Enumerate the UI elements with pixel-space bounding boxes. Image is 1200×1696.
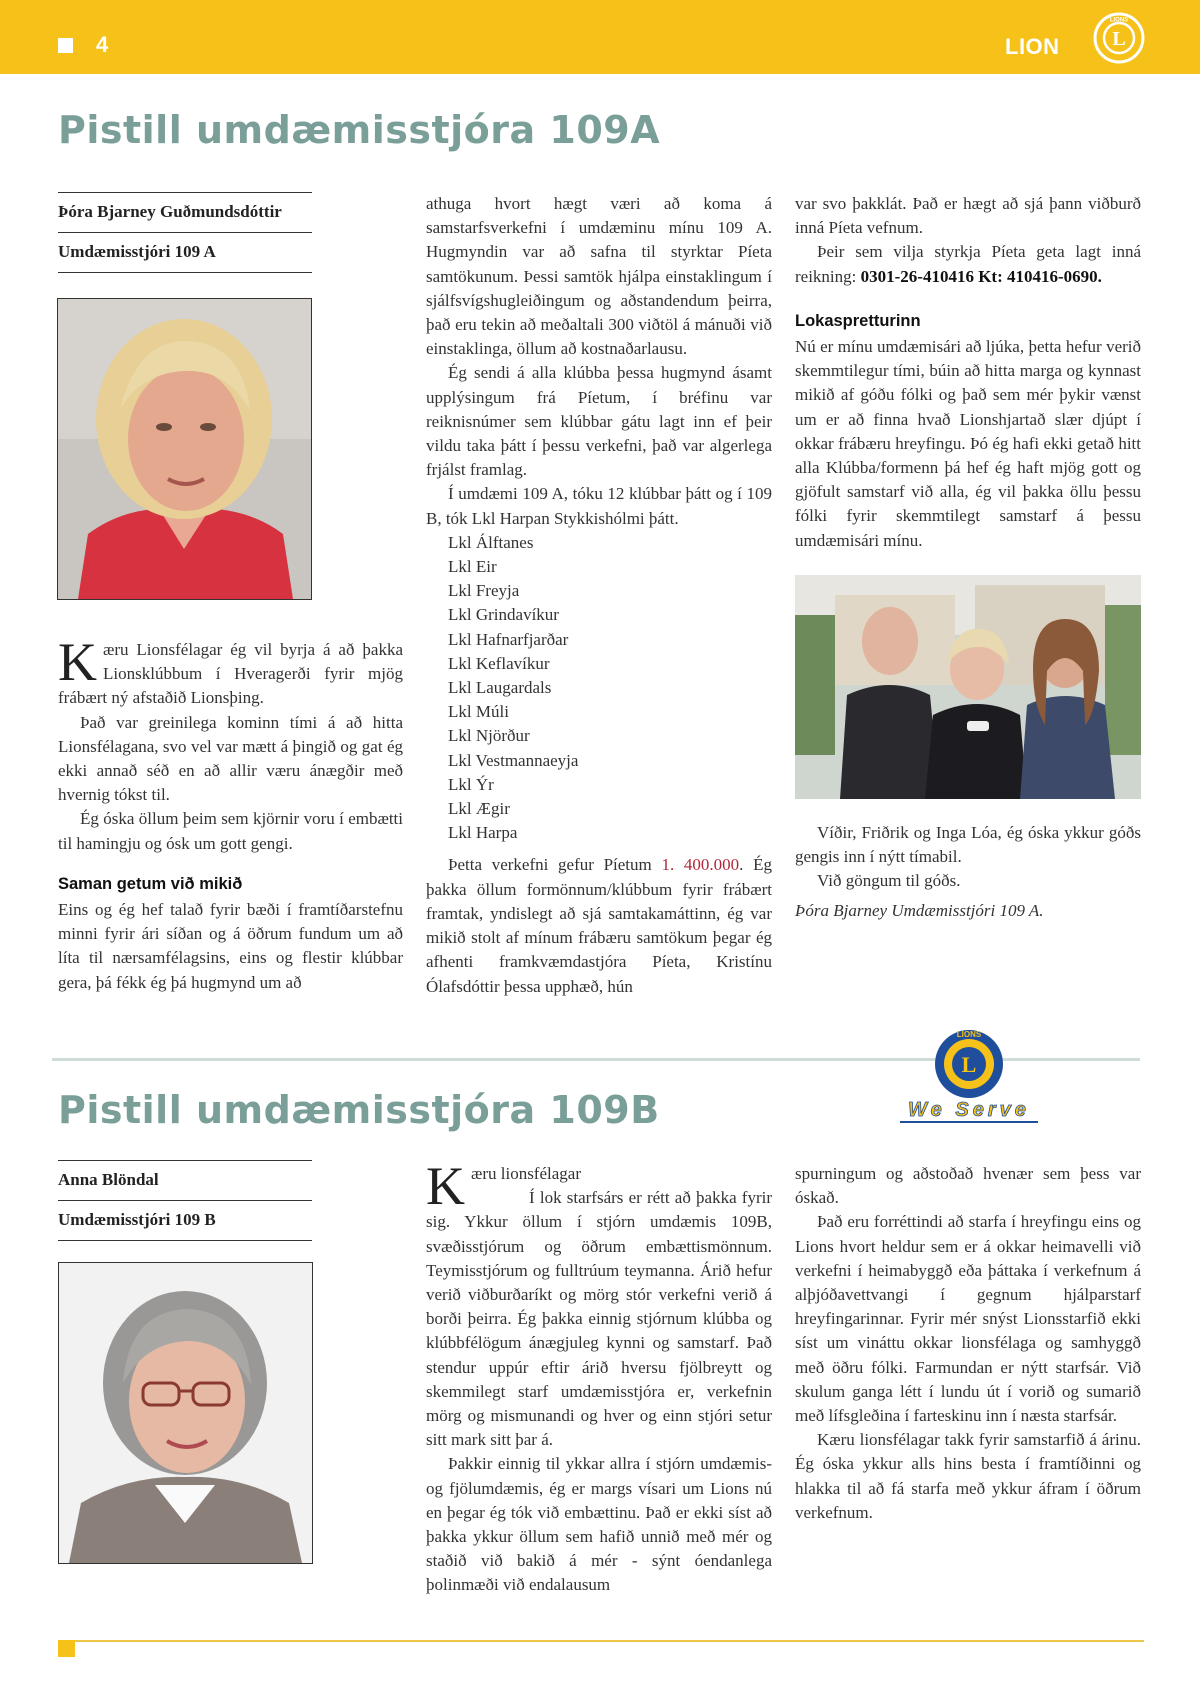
svg-text:L: L bbox=[1112, 28, 1126, 50]
lions-we-serve-logo-icon bbox=[898, 1026, 1040, 1126]
section-b-intro-paragraph bbox=[426, 1156, 772, 1216]
dropcap-letter: K bbox=[58, 632, 97, 692]
section-a-byline bbox=[58, 192, 312, 273]
portrait-thora-bjarney bbox=[57, 298, 312, 600]
section-b-author-name: Anna Blöndal bbox=[58, 1170, 159, 1189]
paragraph: spurningum og aðstoðað hvenær sem þess var óskað. bbox=[795, 1164, 1141, 1208]
group-photo-three-people bbox=[795, 575, 1141, 799]
page-number: 4 bbox=[96, 32, 109, 57]
paragraph: Við göngum til góðs. bbox=[817, 871, 961, 891]
section-a-title: Pistill umdæmisstjóra 109A bbox=[58, 108, 661, 152]
paragraph: Eins og ég hef talað fyrir bæði í framtíðarstefnu minni fyrir ári síðan og á öðrum fundum um að líta til nærsamfélagsins, eins og flestir klúbbar gera, þá fékk ég þá hugmynd um að bbox=[58, 900, 403, 992]
subheading-saman: Saman getum við mikið bbox=[58, 874, 243, 893]
section-b-column-2 bbox=[426, 1156, 772, 1598]
paragraph: Það var greinilega kominn tími á að hitta Lionsfélagana, svo vel var mætt á þingið og gat ég ekki annað séð en að allir væru ánægðir með hvernig tókst til. bbox=[58, 712, 403, 805]
bank-account: 0301-26-410416 Kt: 410416-0690. bbox=[860, 266, 1102, 286]
dropcap-letter: K bbox=[426, 1156, 465, 1216]
section-b-byline bbox=[58, 1160, 312, 1241]
club-list-item: Lkl Keflavíkur bbox=[448, 653, 550, 673]
section-b-column-3 bbox=[795, 1162, 1141, 1525]
svg-text:L: L bbox=[961, 1052, 977, 1077]
club-list-item: Lkl Laugardals bbox=[448, 678, 552, 698]
subheading-lokaspretturinn: Lokaspretturinn bbox=[795, 311, 921, 330]
section-a-intro-paragraph: Kæru Lionsfélagar ég vil byrja á að þakka Lionsklúbbum í Hveragerði fyrir mjög frábært ný afstaðið Lionsþing. bbox=[58, 632, 403, 708]
logo-badge-text: LIONS bbox=[956, 1030, 982, 1039]
club-list-item: Lkl Múli bbox=[448, 702, 509, 722]
we-serve-motto: We Serve bbox=[908, 1099, 1030, 1121]
club-list bbox=[426, 531, 772, 846]
footer-rule bbox=[58, 1640, 1144, 1642]
magazine-name: LION bbox=[1005, 34, 1060, 59]
club-list-item: Lkl Freyja bbox=[448, 581, 520, 601]
header-square-marker bbox=[58, 38, 73, 53]
club-list-item: Lkl Njörður bbox=[448, 726, 530, 746]
section-b-author-role: Umdæmisstjóri 109 B bbox=[58, 1210, 216, 1229]
paragraph: Ég sendi á alla klúbba þessa hugmynd ásamt upplýsingum frá Píetum, í bréfinu var reiknisnúmer sem klúbbar gátu lagt inn ef þeir vildu taka þátt í þessu verkefni, það var algerlega frjálst framlag. bbox=[426, 363, 772, 480]
paragraph: Þakkir einnig til ykkar allra í stjórn umdæmis- og fjölumdæmis, ég er margs vísari um Lions nú en þegar ég tók við embættinu. Það er ekki síst að þakka ykkur öllum sem hafið unnið með mér og staðið við bakið á mér - sýnt óendanlega þolinmæði við endalausum bbox=[426, 1454, 772, 1595]
club-list-item: Lkl Ægir bbox=[448, 799, 510, 819]
portrait-anna-blondal bbox=[58, 1262, 313, 1564]
paragraph: Það eru forréttindi að starfa í hreyfingu eins og Lions hvort heldur sem er á okkar heimavelli við verkefni í heimabyggð eða þáttaka í verkefnum á alþjóðavettvangi í gegnum hjálparstarf hreyfingarinnar. Fyrir mér snýst Lionsstarfið ekki síst um vináttu okkar lionsfélaga og samhyggð með öðru fólki. Farmundan er nýtt starfsár. Við skulum ganga létt í lundu út í vorið og sumarið með lífsgleðina í farteskinu inn í næsta starfsár. bbox=[795, 1212, 1141, 1426]
paragraph: Nú er mínu umdæmisári að ljúka, þetta hefur verið skemmtilegur tími, búin að hitta marga og kynnast mikið af góðu fólki og það sem mér þykir vænst um er að finna hvað Lionshjartað slær djúpt í okkar frábæru hreyfingu. Þó ég hafi ekki getað hitt alla Klúbba/formenn þá hef ég haft mjög gott og gjöfult samstarf við alla, ég vil þakka öllu þessu fólki fyrir skemmtilegt samstarf á þessu umdæmisári mínu. bbox=[795, 337, 1141, 550]
header-logo-text: LIONS bbox=[1109, 17, 1129, 24]
footer-square-marker bbox=[58, 1640, 75, 1657]
club-list-item: Lkl Ýr bbox=[448, 774, 494, 794]
section-a-column-2 bbox=[426, 192, 772, 999]
paragraph: var svo þakklát. Það er hægt að sjá þann viðburð inná Píeta vefnum. bbox=[795, 194, 1141, 238]
paragraph: Víðir, Friðrik og Inga Lóa, ég óska ykkur góðs gengis inn í nýtt tímabil. bbox=[795, 822, 1141, 867]
club-list-item: Lkl Vestmannaeyja bbox=[448, 750, 579, 770]
paragraph: Í umdæmi 109 A, tóku 12 klúbbar þátt og í 109 B, tók Lkl Harpan Stykkishólmi þátt. bbox=[426, 484, 772, 528]
club-list-item: Lkl Álftanes bbox=[448, 532, 534, 552]
donation-amount: 1. 400.000 bbox=[661, 855, 740, 875]
club-list-item: Lkl Eir bbox=[448, 557, 497, 577]
amount-paragraph: Þetta verkefni gefur Píetum 1. 400.000. Ég þakka öllum formönnum/klúbbum fyrir frábært framtak, yndislegt að sjá samtakamáttinn, ég var mikið stolt af mínum frábæru samtökum þegar ég afhenti framkvæmdastjóra Píeta, Kristínu Ólafsdóttir þessa upphæð, hún bbox=[426, 855, 773, 996]
club-list-item: Lkl Hafnarfjarðar bbox=[448, 629, 569, 649]
club-list-item: Lkl Grindavíkur bbox=[448, 605, 559, 625]
section-a-column-1 bbox=[58, 632, 403, 995]
signature: Þóra Bjarney Umdæmisstjóri 109 A. bbox=[795, 901, 1044, 921]
lions-header-logo-icon bbox=[1093, 12, 1145, 64]
club-list-item: Lkl Harpa bbox=[448, 823, 518, 843]
paragraph: Í lok starfsárs er rétt að þakka fyrir sig. Ykkur öllum í stjórn umdæmis 109B, svæðisstjórum og öðrum embættismönnum. Teymisstjórum og fulltrúum teymanna. Árið hefur verið viðburðaríkt og mörg stór verkefni verið á borði þeirra. Ég þakka einnig stjórnum klúbba og klúbbfélögum ánægjuleg kynni og samstarf. Það stendur uppúr eftir árið hversu fjölbreytt og skemmilegt starf umdæmisstjóra er, verkefnin mörg og mismunandi og hver og einn stjóri setur sitt mark sitt þar á. bbox=[426, 1188, 772, 1450]
account-paragraph: Þeir sem vilja styrkja Píeta geta lagt inná reikning: 0301-26-410416 Kt: 410416-0690. bbox=[795, 242, 1141, 286]
section-a-author-role: Umdæmisstjóri 109 A bbox=[58, 242, 216, 261]
paragraph: Kæru lionsfélagar takk fyrir samstarfið á árinu. Ég óska ykkur alls hins besta í framtíðinni og hlakka til að fá starfa með ykkur áfram í öðrum verkefnum. bbox=[795, 1430, 1141, 1522]
section-b-title: Pistill umdæmisstjóra 109B bbox=[58, 1088, 660, 1132]
paragraph: athuga hvort hægt væri að koma á samstarfsverkefni í umdæminu mínu 109 A. Hugmyndin var að safna til styrktar Píeta samtökunum. Þessi samtök hjálpa einstaklingum í sjálfsvígshugleiðingum og aðstandendum þeirra, það eru tekin að meðaltali 300 viðtöl á mánuði við einstaklinga, öllum að kostnaðarlausu. bbox=[426, 194, 772, 359]
section-a-author-name: Þóra Bjarney Guðmundsdóttir bbox=[58, 202, 282, 221]
section-a-column-3 bbox=[795, 192, 1141, 924]
page-header bbox=[0, 0, 1200, 74]
paragraph: Ég óska öllum þeim sem kjörnir voru í embætti til hamingju og ósk um gott gengi. bbox=[58, 809, 403, 853]
greeting: æru lionsfélagar bbox=[471, 1164, 581, 1183]
